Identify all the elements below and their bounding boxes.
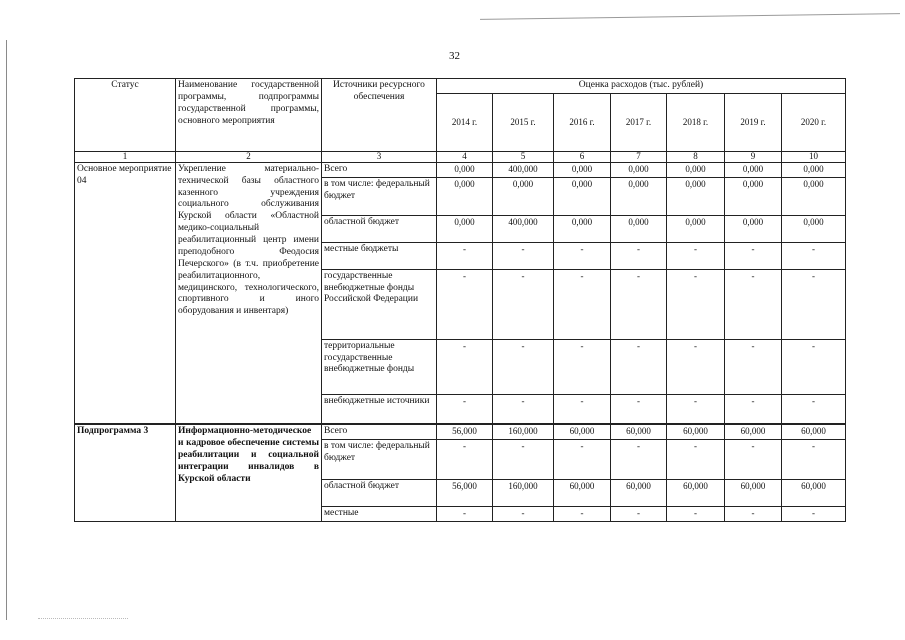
expense-value: 0,000 [493,177,554,215]
expense-value: - [493,242,554,269]
expense-value: - [437,507,493,522]
expense-value: - [493,394,554,424]
block-status: Основное мероприятие 04 [75,162,176,424]
expense-value: 400,000 [493,215,554,242]
expense-value: - [667,269,725,339]
column-number: 2 [176,151,322,162]
expense-value: 60,000 [725,480,782,507]
expense-value: - [611,339,667,394]
expense-value: - [667,394,725,424]
expense-value: 160,000 [493,480,554,507]
block-name: Укрепление материально-технической базы областного казенного учреждения социального обслуживания Курской области «Областной медико-социальный реабилитационный центр имени преподобного Феодосия Печерского» (в т.ч. приобретение реабилитационного, медицинского, технологического, спортивного и иного оборудования и инвентаря) [176,162,322,424]
expense-value: 0,000 [782,162,846,177]
expense-value: 0,000 [782,215,846,242]
scan-artifact-dots [38,618,128,619]
expense-value: - [782,394,846,424]
expense-value: 60,000 [725,424,782,439]
funding-source: местные бюджеты [322,242,437,269]
scan-edge-line [480,13,900,20]
expense-value: - [493,440,554,480]
column-number: 5 [493,151,554,162]
expense-value: 160,000 [493,424,554,439]
funding-source: государственные внебюджетные фонды Российской Федерации [322,269,437,339]
expense-value: 0,000 [782,177,846,215]
expense-value: - [782,269,846,339]
header-row [75,79,846,94]
expense-value: - [437,440,493,480]
expense-value: - [493,339,554,394]
funding-source: в том числе: федеральный бюджет [322,440,437,480]
expense-value: 60,000 [782,480,846,507]
expense-value: - [493,507,554,522]
expense-value: - [725,394,782,424]
expense-value: - [667,507,725,522]
funding-source: территориальные государственные внебюджетные фонды [322,339,437,394]
expense-value: - [782,440,846,480]
expense-value: 56,000 [437,480,493,507]
expense-value: - [493,269,554,339]
column-number: 4 [437,151,493,162]
expense-value: - [667,440,725,480]
expense-value: 0,000 [554,177,611,215]
year-header: 2017 г. [611,93,667,151]
expense-value: - [554,394,611,424]
header-name: Наименование государственной программы, подпрограммы государственной программы, основного мероприятия [176,79,322,152]
expense-value: 0,000 [667,162,725,177]
year-header: 2015 г. [493,93,554,151]
expense-value: - [554,507,611,522]
expense-value: - [725,507,782,522]
expense-value: 60,000 [667,424,725,439]
expense-value: 60,000 [554,424,611,439]
expense-value: 0,000 [667,215,725,242]
expense-value: 0,000 [437,215,493,242]
header-estimate: Оценка расходов (тыс. рублей) [437,79,846,94]
expense-value: 0,000 [667,177,725,215]
table-row [75,162,846,177]
expense-value: 60,000 [611,424,667,439]
expense-value: - [437,339,493,394]
block-name: Информационно-методическое и кадровое обеспечение системы реабилитации и социальной интеграции инвалидов в Курской области [176,424,322,521]
expense-value: - [667,242,725,269]
expense-value: - [611,440,667,480]
expense-value: - [725,339,782,394]
expense-value: 0,000 [725,177,782,215]
page-number: 32 [449,50,460,62]
header-status: Статус [75,79,176,152]
expense-value: - [782,507,846,522]
year-header: 2019 г. [725,93,782,151]
expense-value: - [782,242,846,269]
expense-value: 60,000 [554,480,611,507]
year-header: 2018 г. [667,93,725,151]
column-number: 3 [322,151,437,162]
expense-value: - [667,339,725,394]
funding-source: Всего [322,424,437,439]
column-number-row [75,151,846,162]
expense-value: 0,000 [611,162,667,177]
expense-value: 0,000 [437,177,493,215]
scan-left-edge [6,40,7,620]
funding-source: в том числе: федеральный бюджет [322,177,437,215]
expense-value: - [725,242,782,269]
funding-source: областной бюджет [322,480,437,507]
expense-value: 60,000 [782,424,846,439]
expense-value: 0,000 [437,162,493,177]
table-row [75,424,846,439]
expense-value: - [554,269,611,339]
expense-value: - [611,269,667,339]
expense-value: - [554,440,611,480]
expense-value: - [611,394,667,424]
expense-value: - [437,242,493,269]
funding-source: Всего [322,162,437,177]
column-number: 8 [667,151,725,162]
expense-value: - [725,440,782,480]
year-header: 2020 г. [782,93,846,151]
expense-value: 0,000 [725,215,782,242]
expense-value: 400,000 [493,162,554,177]
block-status: Подпрограмма 3 [75,424,176,521]
table-body [75,162,846,521]
funding-source: внебюджетные источники [322,394,437,424]
header-sources: Источники ресурсного обеспечения [322,79,437,152]
expense-value: 0,000 [611,177,667,215]
expense-value: 56,000 [437,424,493,439]
expense-value: 0,000 [611,215,667,242]
expense-value: - [782,339,846,394]
expense-value: 60,000 [667,480,725,507]
expense-value: - [554,242,611,269]
expense-value: 0,000 [554,215,611,242]
year-header: 2016 г. [554,93,611,151]
funding-source: областной бюджет [322,215,437,242]
expense-value: - [611,507,667,522]
column-number: 10 [782,151,846,162]
column-number: 6 [554,151,611,162]
expenditure-table [74,78,846,522]
expense-value: - [437,269,493,339]
column-number: 7 [611,151,667,162]
expense-value: 0,000 [725,162,782,177]
year-header: 2014 г. [437,93,493,151]
expense-value: - [437,394,493,424]
column-number: 1 [75,151,176,162]
expense-value: 0,000 [554,162,611,177]
funding-source: местные [322,507,437,522]
column-number: 9 [725,151,782,162]
expense-value: - [554,339,611,394]
expense-value: - [611,242,667,269]
expense-value: - [725,269,782,339]
expense-value: 60,000 [611,480,667,507]
